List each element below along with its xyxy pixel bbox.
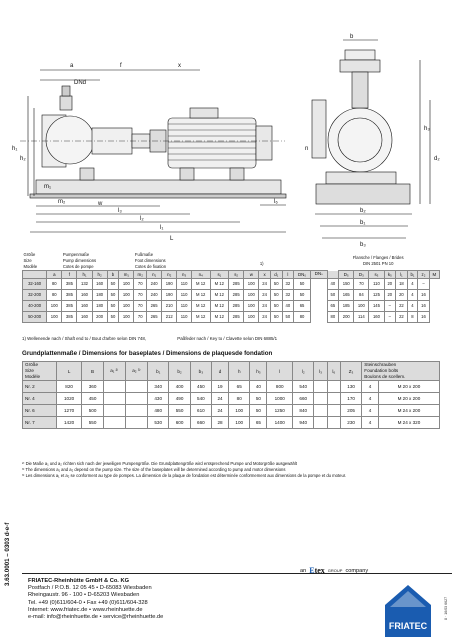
baseplate-col-header: B — [82, 362, 103, 381]
baseplate-cell: 430 — [148, 393, 169, 405]
baseplate-row — [23, 405, 440, 417]
baseplate-cell: 550 — [169, 405, 190, 417]
table-cell: 16 — [418, 300, 430, 311]
baseplate-cell: 540 — [190, 393, 211, 405]
baseplate-cell: 4 — [362, 417, 379, 429]
baseplate-cell — [103, 405, 125, 417]
symbol-cell: n₄ — [191, 271, 210, 279]
symbol-cell: b₁ — [407, 271, 417, 279]
symbol-cell: DNₛ — [311, 271, 328, 279]
symbol-cell: b — [107, 271, 119, 279]
table-cell: 160 — [369, 311, 384, 322]
baseplate-cell: 340 — [148, 381, 169, 393]
address-line: Postfach / P.O.B. 12 05 45 • D-65083 Wiesbaden — [28, 585, 152, 592]
company-address — [28, 578, 278, 621]
table-cell: 50 — [294, 278, 311, 289]
technical-drawing — [0, 0, 453, 250]
baseplate-cell: 800 — [267, 381, 293, 393]
baseplate-cell: 940 — [293, 417, 314, 429]
symbol-cell: DN₀ — [294, 271, 311, 279]
etex-logo: Etex — [309, 566, 325, 575]
baseplate-cell: 50 — [250, 405, 267, 417]
table-cell — [311, 278, 328, 289]
baseplate-title: Grundplattenmaße / Dimensions for baseplates / Dimensions de plaquesde fondation — [22, 350, 273, 357]
baseplate-col-header: b₁ — [148, 362, 169, 381]
baseplate-cell: 550 — [82, 417, 103, 429]
baseplate-cell: 1020 — [56, 393, 82, 405]
table-cell: 125 — [369, 289, 384, 300]
email-line[interactable]: e-mail: info@rheinhuette.de • service@rheinhuette.de — [28, 614, 164, 621]
baseplate-cell — [327, 405, 340, 417]
table-cell: M 12 — [191, 278, 210, 289]
table-cell: 385 — [62, 289, 77, 300]
table-cell: 285 — [229, 300, 244, 311]
table-row — [23, 289, 440, 300]
table-cell: 212 — [162, 311, 177, 322]
baseplate-cell: 1000 — [267, 393, 293, 405]
table-cell: 70 — [134, 289, 147, 300]
table-cell: 285 — [229, 278, 244, 289]
table-cell: 50 — [270, 311, 282, 322]
dim-label-l3: l₃ — [118, 208, 122, 214]
table-cell: 50 — [294, 289, 311, 300]
table-cell: 160 — [77, 311, 92, 322]
table-cell: 100 — [354, 300, 369, 311]
table-cell: 20 — [396, 289, 408, 300]
symbol-cell: a — [47, 271, 62, 279]
baseplate-cell — [327, 381, 340, 393]
dim-label-m1: m₁ — [44, 184, 52, 190]
table-cell: 84 — [354, 289, 369, 300]
baseplate-size-header: Größe Size Modèle — [23, 362, 57, 381]
side-view-base — [316, 184, 410, 204]
table-cell: 8 — [407, 311, 417, 322]
table-cell: 265 — [147, 311, 162, 322]
table-cell: 160 — [77, 300, 92, 311]
symbol-cell: h₂ — [92, 271, 107, 279]
baseplate-cell — [125, 405, 147, 417]
table-cell: – — [418, 278, 430, 289]
baseplate-cell: 610 — [190, 405, 211, 417]
table-cell: 145 — [369, 300, 384, 311]
baseplate-header-row — [23, 362, 440, 381]
table-cell: M 12 — [210, 278, 229, 289]
symbol-cell: M — [429, 271, 439, 279]
baseplate-col-header: d — [212, 362, 229, 381]
table-cell: – — [384, 311, 396, 322]
symbol-cell: f — [62, 271, 77, 279]
table-cell: 210 — [162, 300, 177, 311]
table-cell: 70 — [134, 278, 147, 289]
baseplate-cell: 450 — [82, 393, 103, 405]
baseplate-cell — [125, 381, 147, 393]
pump-dimensions-header: Pumpenmaße Pump dimensions Cotes de pompe — [62, 252, 97, 269]
address-line: Rheingaustr. 96 - 100 • D-65203 Wiesbaden — [28, 592, 140, 599]
print-code: 8 · 16/03 6627 — [444, 596, 448, 620]
table-cell: 65 — [327, 300, 339, 311]
baseplate-cell — [314, 381, 327, 393]
baseplate-cell: 660 — [293, 393, 314, 405]
table-cell: 80 — [47, 289, 62, 300]
table-cell: 100 — [119, 300, 134, 311]
table-row — [23, 278, 440, 289]
baseplate-cell: 840 — [293, 405, 314, 417]
baseplate-col-header: Z₃ — [340, 362, 361, 381]
table-cell: 20 — [384, 278, 396, 289]
symbol-cell: l — [282, 271, 294, 279]
dim-label-dnd: DNd — [74, 80, 87, 86]
table-cell: M 12 — [191, 311, 210, 322]
baseplate-row — [23, 417, 440, 429]
symbol-cell: w — [244, 271, 259, 279]
baseplate-cell: 600 — [169, 417, 190, 429]
table-cell: M 12 — [191, 300, 210, 311]
table-cell: 50 — [270, 278, 282, 289]
baseplate-cell — [125, 393, 147, 405]
table-cell: 50 — [282, 311, 294, 322]
baseplate-cell: 1270 — [56, 405, 82, 417]
table-cell: 24 — [259, 289, 271, 300]
table-cell: 50 — [107, 300, 119, 311]
baseplate-cell: 205 — [340, 405, 361, 417]
dim-label-l1: l₁ — [160, 225, 164, 231]
table-cell: 70 — [134, 300, 147, 311]
baseplate-cell: 400 — [169, 381, 190, 393]
table-cell: 165 — [339, 289, 354, 300]
footnotes — [22, 461, 442, 479]
key-note — [22, 336, 307, 341]
baseplate-cell: 230 — [340, 417, 361, 429]
footnote-fr: ³⁾ Les dimensions a₁ et a₂ se conforment au type de pompes. La dimension de la plaque de fondation est déterminée conformement aux dimensions de la pompe et du moteur. — [22, 473, 347, 478]
dim-label-h3: h₃ — [424, 126, 430, 132]
baseplate-col-header: a₁ ²⁾ — [103, 362, 125, 381]
table-cell: 50 — [327, 289, 339, 300]
table-cell: 100 — [119, 289, 134, 300]
baseplate-cell: M 20 x 200 — [378, 393, 439, 405]
table-cell: 160 — [77, 289, 92, 300]
baseplate-cell: 1250 — [267, 405, 293, 417]
dim-label-m2: m₂ — [58, 199, 66, 205]
table-cell: 100 — [244, 300, 259, 311]
baseplate-cell: Nr. 7 — [23, 417, 57, 429]
baseplate-cell: 500 — [82, 405, 103, 417]
table-cell: 100 — [119, 311, 134, 322]
symbol-cell: D₅ — [339, 271, 354, 279]
table-cell: 20 — [384, 289, 396, 300]
table-cell — [311, 311, 328, 322]
table-cell: 132 — [77, 278, 92, 289]
symbol-cell: k₅ — [384, 271, 396, 279]
baseplate-row — [23, 381, 440, 393]
dim-label-x: x — [178, 63, 181, 69]
baseplate-table — [22, 361, 440, 429]
footnote-de: ²⁾ Die Maße a₁ und a₂ richten sich nach der jeweiligen Pumpengröße. Die Grundplattengröße wird entsprechend Pumpe und Motorgröße ausgewählt — [22, 461, 298, 466]
table-cell: 180 — [92, 300, 107, 311]
table-cell: 240 — [147, 278, 162, 289]
baseplate-cell — [314, 393, 327, 405]
table-cell: 50 — [107, 289, 119, 300]
baseplate-col-header: l₆ — [327, 362, 340, 381]
dim-label-b3: b₃ — [360, 242, 366, 248]
baseplate-col-header: l₃ — [314, 362, 327, 381]
foot-dimensions-header: Fußmaße Foot dimensions Cotes de fixation — [134, 252, 167, 269]
baseplate-cell: 40 — [250, 381, 267, 393]
table-cell: 180 — [92, 289, 107, 300]
baseplate-cell — [103, 393, 125, 405]
table-cell: 185 — [339, 300, 354, 311]
symbol-cell: s₁ — [210, 271, 229, 279]
table-cell: 110 — [369, 278, 384, 289]
dim-label-L: L — [170, 236, 174, 242]
motor — [168, 118, 256, 168]
table-cell: 285 — [229, 289, 244, 300]
dim-label-l6: l₆ — [274, 199, 278, 205]
dim-label-a: a — [70, 63, 74, 69]
table-cell: 100 — [47, 311, 62, 322]
baseplate-cell — [314, 405, 327, 417]
baseplate-cell: M 20 x 200 — [378, 381, 439, 393]
table-cell: 40-200 — [23, 300, 47, 311]
table-cell: 200 — [92, 311, 107, 322]
table-cell: 32-160 — [23, 278, 47, 289]
baseplate-cell: 80 — [229, 393, 250, 405]
table-cell: 285 — [229, 311, 244, 322]
baseplate-col-header: h₃ — [250, 362, 267, 381]
table-cell: 50 — [107, 278, 119, 289]
table-cell: 32 — [282, 289, 294, 300]
baseplate-cell: M 24 x 320 — [378, 417, 439, 429]
table-cell: 50-200 — [23, 311, 47, 322]
baseplate-cell: 65 — [250, 417, 267, 429]
table-cell: 4 — [407, 300, 417, 311]
dim-label-h2: h₂ — [20, 156, 26, 162]
table-cell: 385 — [62, 278, 77, 289]
table-cell: 190 — [162, 278, 177, 289]
table-cell: 265 — [147, 300, 162, 311]
dim-label-h1: h₁ — [12, 146, 18, 152]
baseplate-cell — [125, 417, 147, 429]
baseplate-cell — [327, 417, 340, 429]
table-cell: 24 — [259, 300, 271, 311]
baseplate-cell: 170 — [340, 393, 361, 405]
dim-label-b: b — [350, 34, 354, 40]
table-cell: 22 — [396, 311, 408, 322]
table-cell: 65 — [294, 300, 311, 311]
baseplate-col-header: h — [229, 362, 250, 381]
symbol-cell: h₁ — [77, 271, 92, 279]
symbol-cell: n₂ — [162, 271, 177, 279]
baseplate-cell: 360 — [82, 381, 103, 393]
table-cell: – — [384, 300, 396, 311]
table-cell: 240 — [147, 289, 162, 300]
baseplate-cell — [314, 417, 327, 429]
baseplate-cell: 4 — [362, 405, 379, 417]
symbol-cell: d₁ — [270, 271, 282, 279]
baseplate-col-header: b₃ — [190, 362, 211, 381]
table-cell: 24 — [259, 311, 271, 322]
table-cell: 100 — [244, 311, 259, 322]
key-note-right: Paßfeder nach / Key to / Clavette selon DIN 6885/1 — [177, 336, 278, 341]
table-cell: 24 — [259, 278, 271, 289]
dim-label-l2: l₂ — [140, 216, 144, 222]
table-cell: 16 — [418, 311, 430, 322]
baseplate-col-header: b₂ — [169, 362, 190, 381]
table-cell: 200 — [339, 311, 354, 322]
baseplate-cell: 19 — [212, 381, 229, 393]
table-cell: 50 — [270, 300, 282, 311]
baseplate-cell: 28 — [212, 417, 229, 429]
baseplate-cell: 4 — [362, 393, 379, 405]
symbol-cell: D₃ — [354, 271, 369, 279]
table-cell: 50 — [107, 311, 119, 322]
phone-line: Tel. +49 (0)611/604-0 • Fax +49 (0)611/604-328 — [28, 599, 148, 606]
symbol-row — [23, 271, 440, 279]
symbol-cell: x — [259, 271, 271, 279]
table-cell — [311, 300, 328, 311]
baseplate-cell: 820 — [56, 381, 82, 393]
baseplate-cell: 24 — [212, 405, 229, 417]
baseplate-cell: 540 — [293, 381, 314, 393]
table-row — [23, 300, 440, 311]
table-cell: 110 — [177, 278, 192, 289]
foundation-bolts-header: Steinschrauben Foundation bolts Boulons de scellem. — [362, 362, 440, 381]
shaft-header: 1) — [259, 261, 264, 266]
dim-label-w: w — [98, 201, 103, 207]
pump-dimensions-table — [22, 252, 440, 323]
dim-label-d2: d₂ — [434, 156, 440, 162]
symbol-cell: n₁ — [147, 271, 162, 279]
baseplate-cell — [103, 381, 125, 393]
baseplate-col-header: l₂ — [293, 362, 314, 381]
table-cell: 80 — [294, 311, 311, 322]
size-header: Größe Size Modèle — [23, 252, 38, 269]
baseplate-cell: 1420 — [56, 417, 82, 429]
table-cell: 110 — [177, 289, 192, 300]
baseplate-cell: 100 — [229, 417, 250, 429]
table-cell: M 12 — [210, 311, 229, 322]
symbol-cell: z₂ — [418, 271, 430, 279]
baseplate-cell — [327, 393, 340, 405]
baseplate-cell: 480 — [148, 405, 169, 417]
table-cell: 80 — [47, 278, 62, 289]
logo-text: FRIATEC — [388, 621, 428, 631]
symbol-cell: m₁ — [119, 271, 134, 279]
baseplate-cell: Nr. 2 — [23, 381, 57, 393]
table-cell: 32 — [282, 278, 294, 289]
baseplate-cell — [103, 417, 125, 429]
table-cell: 100 — [244, 289, 259, 300]
etex-group-line: an Etex GROUP company — [300, 566, 369, 575]
table-cell: 40 — [327, 278, 339, 289]
table-cell: 114 — [354, 311, 369, 322]
baseplate-cell: 130 — [340, 381, 361, 393]
symbol-cell — [327, 271, 339, 279]
table-row — [23, 311, 440, 322]
baseplate-cell: 65 — [229, 381, 250, 393]
table-cell: 110 — [177, 311, 192, 322]
table-cell: 22 — [396, 300, 408, 311]
table-cell: 385 — [62, 300, 77, 311]
baseplate-cell: 660 — [190, 417, 211, 429]
pump-casing — [46, 116, 94, 164]
dim-label-n: n — [305, 146, 309, 152]
table-cell: 100 — [47, 300, 62, 311]
table-cell: M 12 — [191, 289, 210, 300]
base-plate — [36, 180, 281, 194]
baseplate-col-header: L — [56, 362, 82, 381]
table-cell: 18 — [396, 278, 408, 289]
symbol-cell: l₁ — [396, 271, 408, 279]
baseplate-cell: 100 — [229, 405, 250, 417]
table-cell: 32-200 — [23, 289, 47, 300]
table-cell: 70 — [354, 278, 369, 289]
footer-rule — [22, 573, 452, 574]
table-cell: 150 — [339, 278, 354, 289]
table-cell — [311, 289, 328, 300]
table-cell: M 12 — [210, 300, 229, 311]
dim-label-b1: b₁ — [360, 220, 366, 226]
dim-label-f: f — [120, 63, 122, 69]
symbol-cell: m₂ — [134, 271, 147, 279]
baseplate-cell: 4 — [362, 381, 379, 393]
baseplate-cell: 450 — [190, 381, 211, 393]
dim-label-b2: b₂ — [360, 208, 366, 214]
baseplate-cell: 1400 — [267, 417, 293, 429]
baseplate-cell: Nr. 4 — [23, 393, 57, 405]
table-cell: 100 — [244, 278, 259, 289]
table-cell: 100 — [119, 278, 134, 289]
baseplate-col-header: a₂ ³⁾ — [125, 362, 147, 381]
table-cell: 385 — [62, 311, 77, 322]
baseplate-cell: 490 — [169, 393, 190, 405]
baseplate-cell: 50 — [250, 393, 267, 405]
footnote-en: ³⁾ The dimensions a₁ and a₂ depend on the pump size. The size of the baseplates will be determined according to pump and motor dimensions — [22, 467, 286, 472]
table-cell: 4 — [407, 278, 417, 289]
table-cell: M 12 — [210, 289, 229, 300]
baseplate-col-header: l — [267, 362, 293, 381]
baseplate-cell: Nr. 6 — [23, 405, 57, 417]
company-name: FRIATEC-Rheinhütte GmbH & Co. KG — [28, 578, 129, 584]
baseplate-cell: M 24 x 200 — [378, 405, 439, 417]
table-cell: 70 — [134, 311, 147, 322]
side-view-casing — [328, 108, 392, 172]
table-cell: 4 — [407, 289, 417, 300]
baseplate-cell: 24 — [212, 393, 229, 405]
internet-line[interactable]: Internet: www.friatec.de • www.rheinhuette.de — [28, 606, 143, 613]
friatec-logo — [383, 583, 433, 638]
symbol-cell: n₃ — [177, 271, 192, 279]
table-cell: 160 — [92, 278, 107, 289]
table-cell: 80 — [327, 311, 339, 322]
baseplate-cell: 530 — [148, 417, 169, 429]
key-note-left: 1) Wellenende nach / Shaft end to / Bout d'arbre selon DIN 748, — [22, 336, 147, 341]
table-cell: 110 — [177, 300, 192, 311]
flange-header: Flansche / Flanges / Brides DIN 2501 PN 10 — [352, 255, 404, 266]
baseplate-row — [23, 393, 440, 405]
table-cell: 190 — [162, 289, 177, 300]
table-cell: 40 — [282, 300, 294, 311]
table-cell: 50 — [270, 289, 282, 300]
symbol-cell: s₂ — [229, 271, 244, 279]
table-cell: 16 — [418, 289, 430, 300]
symbol-cell: s₃ — [369, 271, 384, 279]
document-code: 3.63.0001 – 0303 d-e-f — [4, 522, 11, 586]
